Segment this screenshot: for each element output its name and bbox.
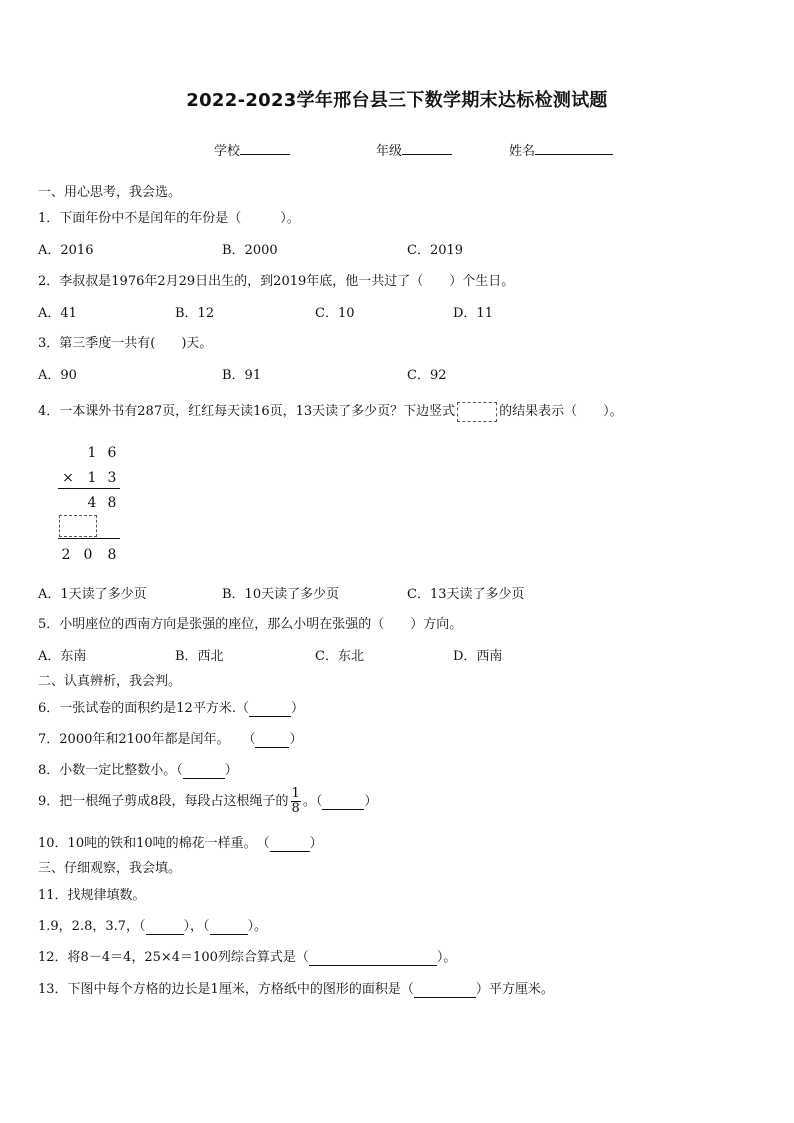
q5-option-a: A．东南 xyxy=(38,649,87,664)
question-3: 3．第三季度一共有( )天。 xyxy=(38,336,213,351)
question-13 xyxy=(38,978,554,998)
school-label: 学校 xyxy=(214,144,241,159)
page-title: 2022-2023学年邢台县三下数学期末达标检测试题 xyxy=(186,90,608,111)
q4-option-c: C．13天读了多少页 xyxy=(407,587,525,602)
question-9 xyxy=(38,787,377,816)
q3-option-b: B．91 xyxy=(222,368,262,383)
grade-blank[interactable] xyxy=(402,140,452,155)
q9-fraction xyxy=(291,787,301,816)
question-12 xyxy=(38,946,456,966)
q11-answer-blank-2[interactable] xyxy=(210,919,248,935)
q8-answer-blank[interactable] xyxy=(183,763,225,779)
q6-close: ） xyxy=(290,701,304,716)
q6-answer-blank[interactable] xyxy=(249,701,291,717)
question-5: 5．小明座位的西南方向是张强的座位，那么小明在张强的（ ）方向。 xyxy=(38,617,463,632)
q9-fraction-numerator: 1 xyxy=(291,786,300,801)
q11-seq-text: 1.9，2.8，3.7，（ xyxy=(38,919,146,934)
vc-result-digit2: 0 xyxy=(83,547,93,563)
q8-close: ） xyxy=(224,763,238,778)
q10-answer-blank[interactable] xyxy=(270,836,310,852)
question-1: 1．下面年份中不是闰年的年份是（ ）。 xyxy=(38,211,300,226)
q8-text: 8．小数一定比整数小。（ xyxy=(38,763,183,778)
grade-label: 年级 xyxy=(376,144,403,159)
vc-line-2 xyxy=(58,538,120,539)
question-8 xyxy=(38,759,238,779)
q12-answer-blank[interactable] xyxy=(309,950,437,966)
q4-dashed-box xyxy=(457,402,497,422)
section-2-heading: 二、认真辨析，我会判。 xyxy=(38,674,182,689)
q4-text-before: 4．一本课外书有287页，红红每天读16页，13天读了多少页？下边竖式 xyxy=(38,404,456,419)
q11-seq-mid: ），（ xyxy=(183,919,210,934)
q11-answer-blank-1[interactable] xyxy=(146,919,184,935)
school-blank[interactable] xyxy=(240,140,290,155)
vc-row2-digit2: 3 xyxy=(107,470,117,486)
q13-text: 13．下图中每个方格的边长是1厘米，方格纸中的图形的面积是（ xyxy=(38,982,414,997)
vc-row1-digit2: 6 xyxy=(107,445,117,461)
q6-text: 6．一张试卷的面积约是12平方米.（ xyxy=(38,701,249,716)
q2-option-b: B．12 xyxy=(175,306,215,321)
school-field xyxy=(214,140,290,159)
q9-text: 9．把一根绳子剪成8段，每段占这根绳子的 xyxy=(38,794,289,809)
vc-result-digit1: 2 xyxy=(61,547,71,563)
grade-field xyxy=(376,140,452,159)
q13-answer-blank[interactable] xyxy=(414,982,476,998)
q2-option-d: D．11 xyxy=(453,306,493,321)
q9-after: 。（ xyxy=(302,794,323,809)
question-7 xyxy=(38,728,302,748)
vc-line-1 xyxy=(58,488,120,489)
q11-seq-close: ）。 xyxy=(247,919,268,934)
q2-option-c: C．10 xyxy=(315,306,355,321)
vc-row3-digit1: 4 xyxy=(87,495,97,511)
q13-close: ）平方厘米。 xyxy=(475,982,554,997)
section-1-heading: 一、用心思考，我会选。 xyxy=(38,185,182,200)
q3-option-a: A．90 xyxy=(38,368,77,383)
q2-option-a: A．41 xyxy=(38,306,77,321)
question-4 xyxy=(38,400,623,422)
q7-close: ） xyxy=(289,732,303,747)
name-blank[interactable] xyxy=(535,140,613,155)
q5-option-c: C．东北 xyxy=(315,649,364,664)
q3-option-c: C．92 xyxy=(407,368,447,383)
vc-row2-digit1: 1 xyxy=(87,470,97,486)
q5-option-b: B．西北 xyxy=(175,649,224,664)
q7-answer-blank[interactable] xyxy=(255,732,289,748)
q1-option-a: A．2016 xyxy=(38,243,94,258)
question-11: 11．找规律填数。 xyxy=(38,888,146,903)
name-field xyxy=(509,140,613,159)
q10-text: 10．10吨的铁和10吨的棉花一样重。 （ xyxy=(38,836,270,851)
q12-text: 12．将8－4＝4，25×4＝100列综合算式是（ xyxy=(38,950,309,965)
q1-option-c: C．2019 xyxy=(407,243,464,258)
vertical-multiplication xyxy=(56,445,126,565)
q9-fraction-denominator: 8 xyxy=(291,801,300,816)
question-10 xyxy=(38,832,323,852)
vc-dashed-box xyxy=(59,515,97,537)
vc-row1-digit1: 1 xyxy=(87,445,97,461)
q10-close: ） xyxy=(309,836,323,851)
vc-times-sign: × xyxy=(62,470,74,486)
section-3-heading: 三、仔细观察，我会填。 xyxy=(38,861,182,876)
q9-close: ） xyxy=(364,794,378,809)
vc-row3-digit2: 8 xyxy=(107,495,117,511)
question-11-sequence xyxy=(38,915,267,935)
question-2: 2．李叔叔是1976年2月29日出生的，到2019年底，他一共过了（ ）个生日。 xyxy=(38,274,515,289)
vc-result-digit3: 8 xyxy=(107,547,117,563)
q5-option-d: D．西南 xyxy=(453,649,503,664)
name-label: 姓名 xyxy=(509,144,536,159)
q4-text-after: 的结果表示（ ）。 xyxy=(499,404,623,419)
question-6 xyxy=(38,697,304,717)
q9-answer-blank[interactable] xyxy=(322,794,364,810)
q12-close: ）。 xyxy=(436,950,457,965)
q4-option-a: A．1天读了多少页 xyxy=(38,587,147,602)
q7-text: 7．2000年和2100年都是闰年。 （ xyxy=(38,732,256,747)
q1-option-b: B．2000 xyxy=(222,243,278,258)
q4-option-b: B．10天读了多少页 xyxy=(222,587,340,602)
